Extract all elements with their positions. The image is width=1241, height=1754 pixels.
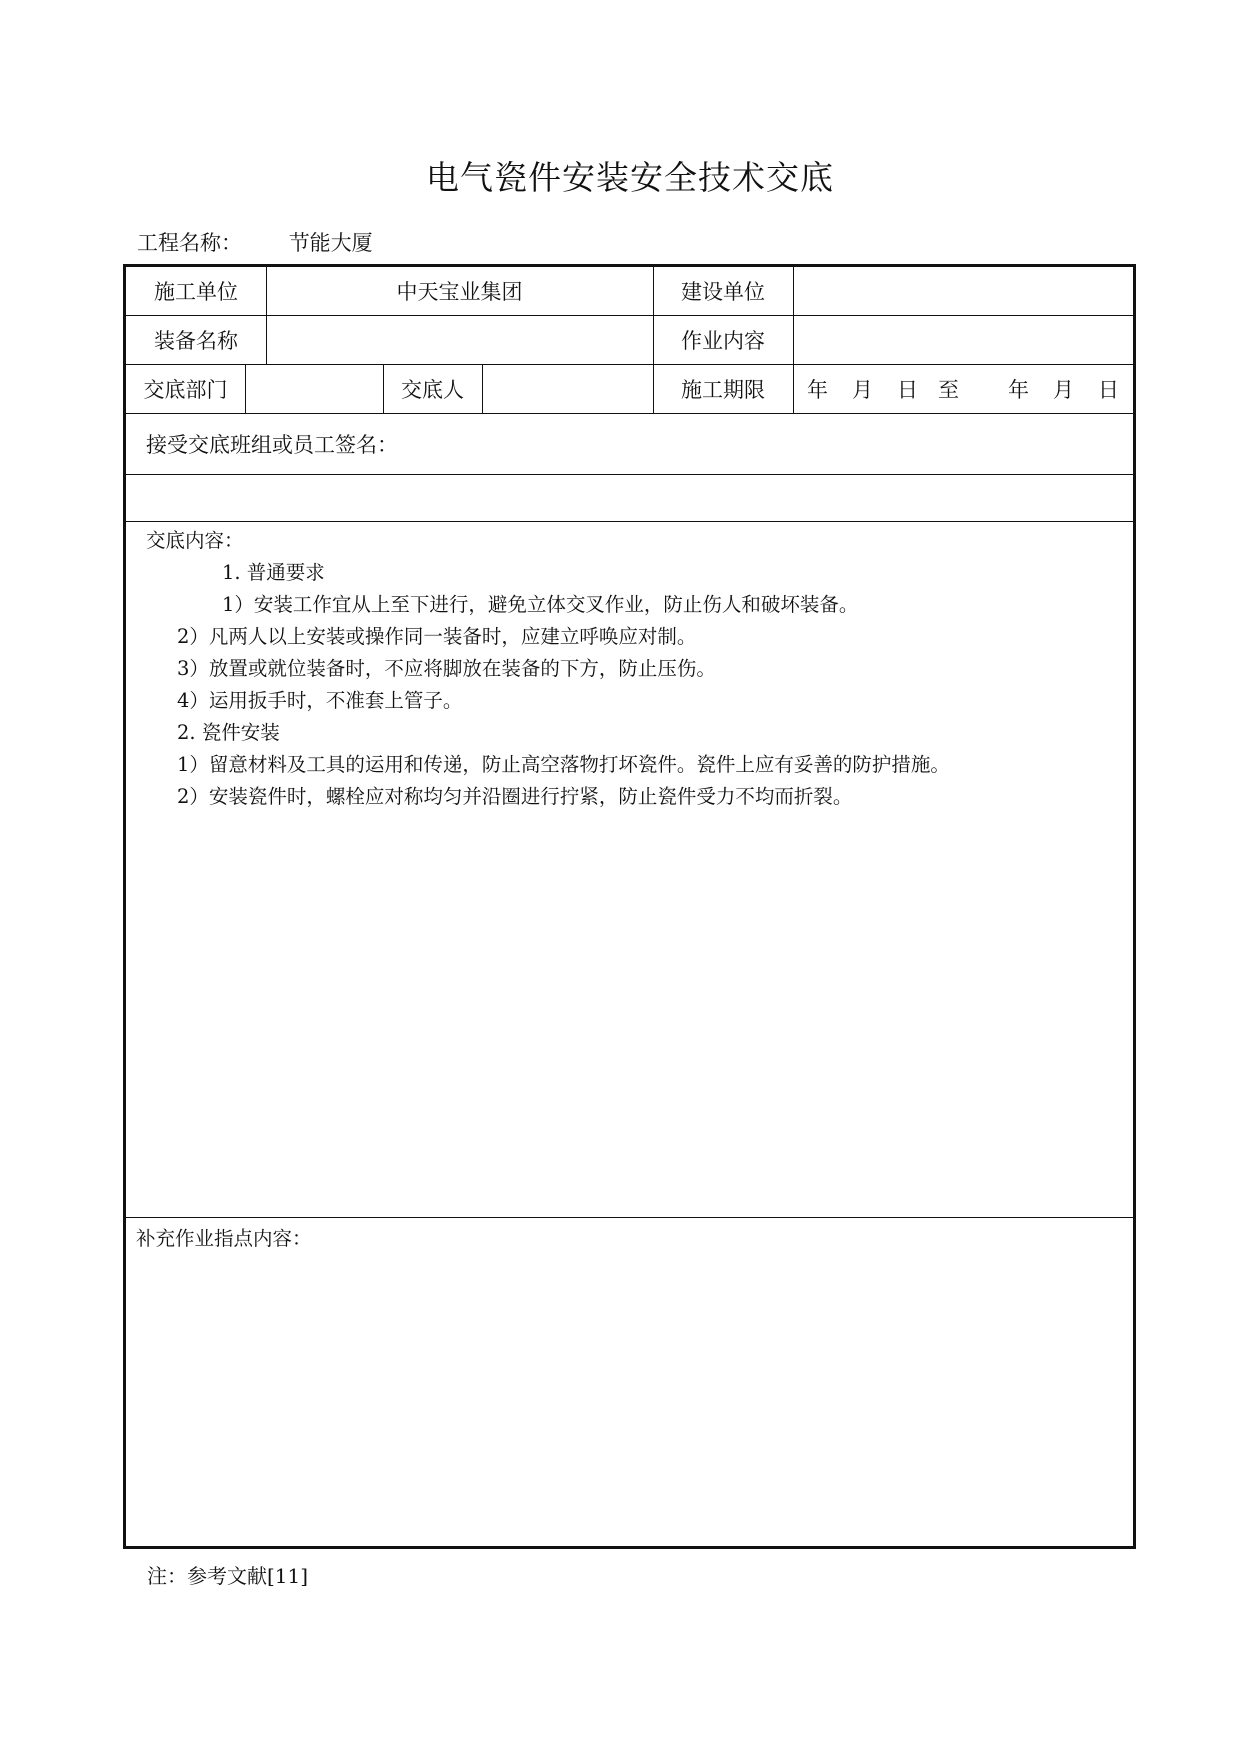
work-content-field[interactable]: [793, 315, 1133, 364]
period-start-year: 年: [807, 377, 828, 402]
period-end-month: 月: [1053, 377, 1074, 402]
content-line: 1）留意材料及工具的运用和传递，防止高空落物打坏瓷件。瓷件上应有妥善的防护措施。: [177, 753, 950, 776]
supplement-section[interactable]: [126, 1217, 1133, 1546]
page-title: 电气瓷件安装安全技术交底: [426, 158, 834, 197]
department-field[interactable]: [245, 364, 383, 413]
briefer-label: 交底人: [401, 377, 464, 402]
briefer-field[interactable]: [482, 364, 653, 413]
department-label: 交底部门: [143, 377, 228, 402]
work-content-label: 作业内容: [681, 328, 765, 353]
period-end-day: 日: [1098, 377, 1119, 402]
period-label: 施工期限: [681, 377, 765, 402]
period-start-day: 日: [897, 377, 918, 402]
equipment-name-field[interactable]: [266, 315, 653, 364]
content-line: 1. 普通要求: [222, 561, 325, 584]
project-name: 节能大厦: [288, 231, 373, 255]
construction-unit-label: 施工单位: [154, 280, 238, 304]
content-line: 2）安装瓷件时，螺栓应对称均匀并沿圈进行拧紧，防止瓷件受力不均而折裂。: [177, 785, 853, 808]
briefing-form: [123, 264, 1136, 1549]
period-start-month: 月: [852, 377, 873, 402]
signature-field[interactable]: [126, 474, 1133, 521]
supplement-label: 补充作业指点内容：: [136, 1227, 312, 1250]
project-line: [137, 227, 373, 257]
reference-note: 注：参考文献[11]: [147, 1564, 309, 1588]
equipment-name-label: 装备名称: [154, 328, 238, 353]
content-line: 3）放置或就位装备时，不应将脚放在装备的下方，防止压伤。: [177, 657, 716, 680]
builder-unit-label: 建设单位: [681, 280, 765, 304]
period-field[interactable]: [793, 364, 1133, 413]
period-to: 至: [938, 377, 959, 402]
briefing-content: [126, 521, 1133, 1217]
content-label: 交底内容：: [146, 529, 244, 552]
content-line: 1）安装工作宜从上至下进行，避免立体交叉作业，防止伤人和破坏装备。: [222, 593, 859, 616]
construction-unit-field[interactable]: 中天宝业集团: [396, 280, 523, 304]
content-line: 4）运用扳手时，不准套上管子。: [177, 689, 463, 712]
builder-unit-field[interactable]: [793, 267, 1133, 315]
period-end-year: 年: [1008, 377, 1029, 402]
signature-label: 接受交底班组或员工签名：: [146, 432, 398, 457]
content-line: 2）凡两人以上安装或操作同一装备时，应建立呼唤应对制。: [177, 625, 697, 648]
content-line: 2. 瓷件安装: [177, 721, 280, 744]
project-label: 工程名称：: [137, 231, 242, 255]
